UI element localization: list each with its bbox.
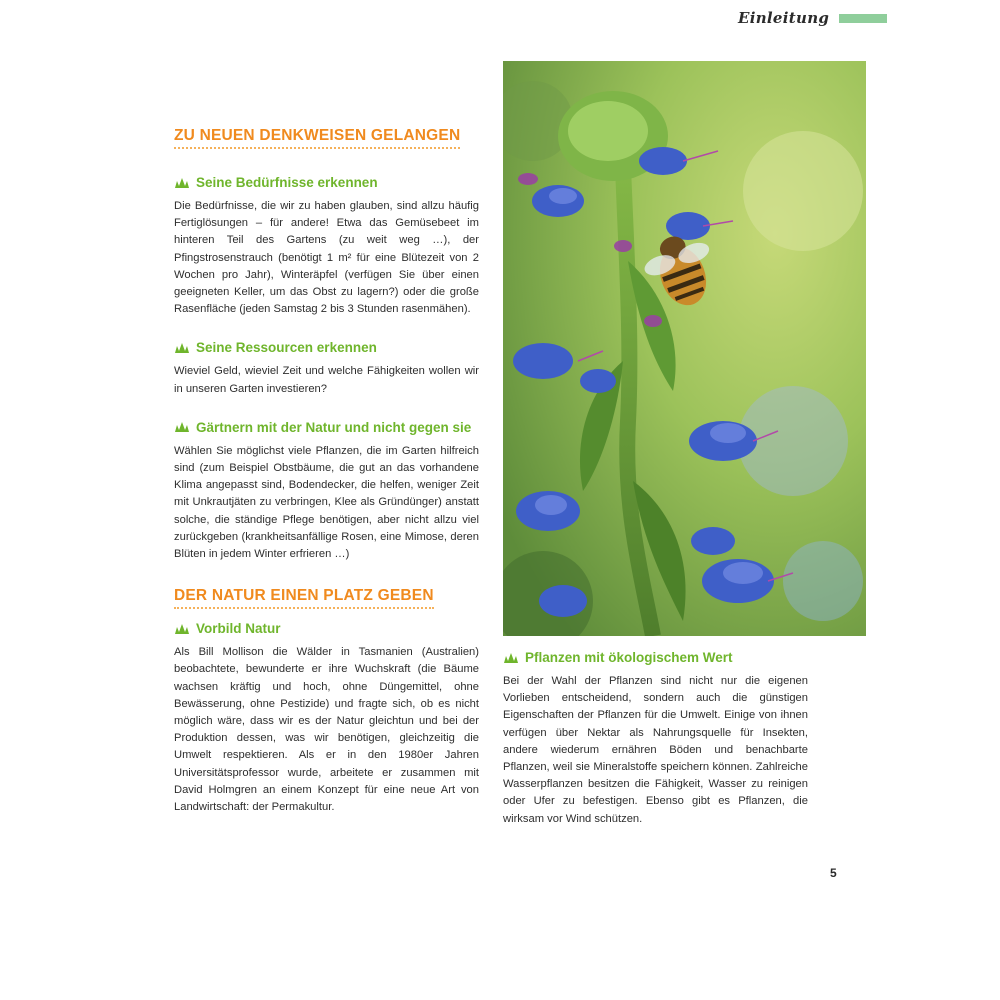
paragraph-needs: Die Bedürfnisse, die wir zu haben glauben, sind allzu häufig Fertiglösungen – für andere! Etwa das Gemüsebeet im hinteren Teil des Gartens (zu weit weg …), der Pfingstrosenstrauch (benötigt 1 m² für eine Blütezeit von 2 Wochen pro Jahr), Winteräpfel (verfügen Sie über einen geeigneten Keller, um das Obst zu lagern?) oder die große Rasenfläche (jeden Samstag 2 bis 3 Stunden rasenmähen).	[174, 200, 479, 316]
paragraph-eco-plants: Bei der Wahl der Pflanzen sind nicht nur die eigenen Vorlieben entscheidend, sondern auch die günstigen Eigenschaften der Pflanzen für die Umwelt. Einige von ihnen verfügen über Nektar als Nahrungsquelle für Insekten, andere wiederum ernähren Böden und benachbarte Pflanzen, weil sie Mineralstoffe speichern können. Zahlreiche Wasserpflanzen besitzen die Fähigkeit, Wasser zu reinigen oder Ufer zu befestigen. Ebenso gibt es Pflanzen, die wirksam vor Wind schützen.	[503, 675, 808, 825]
paragraph-nature-gardening: Wählen Sie möglichst viele Pflanzen, die im Garten hilfreich sind (zum Beispiel Obstbäume, die gut an das vorhandene Klima angepasst sind, Bodendecker, die helfen, weniger Zeit mit Unkrautjäten zu verbringen, Klee als Gründünger) anstatt solche, die ständige Pflege benötigen, aber nicht allzu viel zurückgeben (krankheitsanfällige Rosen, eine Mimose, deren Blüten in jedem Winter erfrieren …)	[174, 444, 479, 561]
subheading-needs	[174, 175, 479, 190]
chapter-title-2: DER NATUR EINEN PLATZ GEBEN	[174, 587, 434, 609]
subheading-resources	[174, 340, 479, 355]
grass-leaf-icon	[174, 623, 190, 635]
subheading-model-nature	[174, 621, 479, 636]
subheading-resources-label: Seine Ressourcen erkennen	[196, 340, 377, 356]
flower-bee-photo	[503, 61, 866, 636]
flower-bee-illustration	[503, 61, 866, 636]
chapter-title-1: ZU NEUEN DENKWEISEN GELANGEN	[174, 127, 460, 149]
section-color-bar	[839, 14, 887, 23]
subheading-needs-label: Seine Bedürfnisse erkennen	[196, 175, 378, 190]
paragraph-resources: Wieviel Geld, wieviel Zeit und welche Fähigkeiten wollen wir in unseren Garten investieren?	[174, 365, 479, 395]
section-tab	[738, 6, 887, 30]
section-label: Einleitung	[738, 9, 830, 27]
grass-leaf-icon	[174, 177, 190, 189]
grass-leaf-icon	[174, 421, 190, 433]
paragraph-model-nature: Als Bill Mollison die Wälder in Tasmanien (Australien) beobachtete, bewunderte er ihre Wuchskraft (die Bäume wachsen kräftig und hoch, ohne Düngemittel, ohne Bewässerung, ohne Pestizide) und fragte sich, ob es nicht möglich wäre, dass wir es der Natur gleichtun und bei der Produktion dessen, was wir benötigen, gleichzeitig die Umwelt respektieren. Als er in den 1980er Jahren Universitätsprofessor wurde, arbeitete er zusammen mit David Holmgren an einem Konzept für eine neue Art von Landwirtschaft: der Permakultur.	[174, 646, 479, 814]
subheading-nature-gardening	[174, 420, 479, 435]
subheading-model-nature-label: Vorbild Natur	[196, 621, 281, 637]
subheading-eco-plants	[503, 650, 808, 665]
grass-leaf-icon	[174, 342, 190, 354]
subheading-nature-gardening-label: Gärtnern mit der Natur und nicht gegen sie	[196, 419, 472, 435]
grass-leaf-icon	[503, 652, 519, 664]
subheading-eco-plants-label: Pflanzen mit ökologischem Wert	[525, 650, 733, 665]
left-column	[174, 127, 479, 816]
page-number: 5	[830, 866, 837, 880]
right-column	[503, 650, 808, 828]
